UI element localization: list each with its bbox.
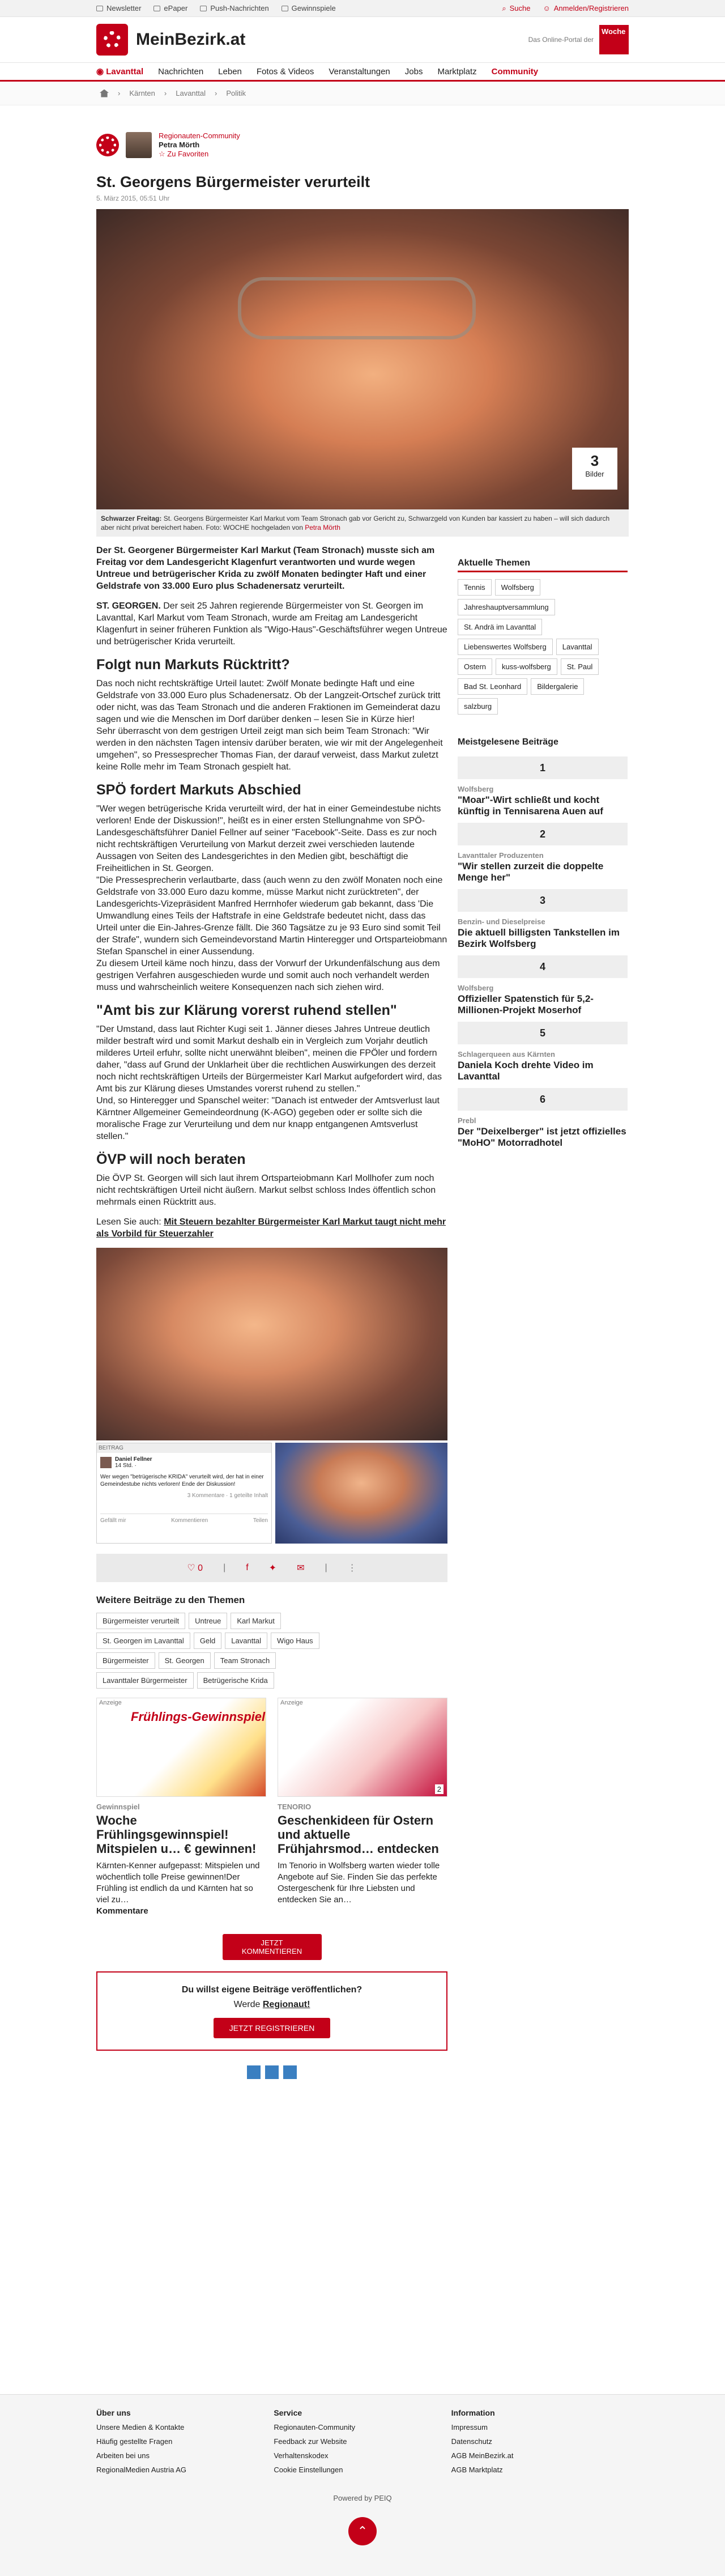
paragraph: "Die Pressesprecherin verlautbarte, dass (auch wenn zu den zwölf Monaten noch eine Geldstrafe von 33.000 Euro dazu komme, müsse Markut nicht zurücktreten", der Landesgerichts-Vizepräsident Manfred Herrnhofer wiederum gab bekannt, dass 'Die Umwandlung eines Teils der Haftstrafe in eine Geldstrafe bedeutet nicht, dass das Urteil unter die Ein-Jahres-Grenze fällt. Die 360 Tagsätze zu je 93 Euro sind somit Teil der Strafe", wundern sich Gemeindevorstand Martin Hinteregger und Ortsparteiobmann Stefan Spanschel in einer Aussendung. — [96, 875, 447, 957]
crumb-politik[interactable]: Politik — [226, 89, 246, 97]
footer-link[interactable]: Feedback zur Website — [274, 2437, 347, 2446]
most-read-item[interactable] — [458, 756, 628, 817]
epaper-link[interactable]: ePaper — [153, 4, 187, 12]
newsletter-link[interactable]: Newsletter — [96, 4, 141, 12]
item-location: Benzin- und Dieselpreise — [458, 917, 545, 926]
avatar — [100, 1457, 112, 1468]
footer-link[interactable]: Verhaltenskodex — [274, 2451, 329, 2460]
item-title: Der "Deixelberger" ist jetzt offizielles "MoHO" Motorradhotel — [458, 1126, 626, 1148]
nav-item-veranstaltungen[interactable]: Veranstaltungen — [329, 66, 390, 76]
most-read-item[interactable] — [458, 955, 628, 1016]
footer-column — [96, 2406, 274, 2477]
section-heading: Folgt nun Markuts Rücktritt? — [96, 657, 290, 673]
community-label[interactable]: Regionauten-Community — [159, 131, 240, 140]
main-nav — [0, 62, 725, 82]
gallery-image-2[interactable] — [96, 1248, 447, 1440]
rank-number: 6 — [458, 1088, 628, 1111]
item-title: Die aktuell billigsten Tankstellen im Bezirk Wolfsberg — [458, 927, 620, 949]
login-link[interactable]: ☺ Anmelden/Registrieren — [543, 4, 629, 12]
home-icon[interactable] — [100, 90, 109, 97]
topic-tag[interactable]: Lavanttal — [225, 1633, 267, 1649]
rank-number: 3 — [458, 889, 628, 912]
rank-number: 1 — [458, 756, 628, 779]
crumb-kaernten[interactable]: Kärnten — [129, 89, 155, 97]
topic-tag[interactable]: Geld — [194, 1633, 221, 1649]
header-tagline: Das Online-Portal der — [528, 36, 594, 44]
paragraph: Zu diesem Urteil käme noch hinzu, dass der Vorwurf der Urkundenfälschung aus dem gestrigen Verfahren ausgeschieden wurde und somit auch noch verhandelt werden muss und wahrscheinlich weitere Konsequenzen nach sich ziehen wird. — [96, 959, 440, 992]
paragraph: Sehr überrascht von dem gestrigen Urteil zeigt man sich beim Team Stronach: "Wir werden in den nächsten Tagen intensiv darüber beraten, wie wir mit der Angelegenheit umgehen", so Pressesprecher Thomas Fian, der darauf verweist, dass Markut zuletzt keine Rolle mehr im Team Stronach gespielt hat. — [96, 726, 443, 772]
topic-tag[interactable]: Untreue — [189, 1613, 227, 1629]
social-bar: ♡ 0 | f ✦ ✉ | ⋮ — [96, 1554, 447, 1582]
footer-column — [451, 2406, 629, 2477]
facebook-share-icon[interactable]: f — [246, 1563, 249, 1572]
article-title: St. Georgens Bürgermeister verurteilt — [96, 173, 370, 190]
paragraph: Lesen Sie auch: Mit Steuern bezahlter Bürgermeister Karl Markut taugt nicht mehr als Vorbild für Steuerzahler — [96, 1217, 446, 1239]
nav-item-fotos[interactable]: Fotos & Videos — [256, 66, 314, 76]
footer-link[interactable]: AGB MeinBezirk.at — [451, 2451, 514, 2460]
topic-tag[interactable]: St. Georgen — [159, 1652, 211, 1669]
gift-icon — [282, 6, 288, 11]
topic-tag[interactable]: Team Stronach — [214, 1652, 276, 1669]
author-block — [96, 127, 447, 163]
topic-tag[interactable]: Bürgermeister verurteilt — [96, 1613, 185, 1629]
share-icon[interactable] — [247, 2065, 261, 2079]
author-name[interactable]: Petra Mörth — [159, 141, 200, 149]
topic-tag[interactable]: Wigo Haus — [271, 1633, 319, 1649]
paragraph: "Wer wegen betrügerische Krida verurteilt wird, der hat in einer Gemeindestube nichts verloren! Ende der Diskussion!", heißt es in einer ersten Stellungnahme von SPÖ-Landesgeschäftsführer Daniel Fellner auf seiner "Facebook"-Seite. Dass es zur noch nicht rechtskräftigen Verurteilung von Markut derzeit zwei verschieden lautende Aussagen von Seiten des Landesgerichtes in den Medien gibt, beschäftigt die Freiheitlichen in St. Georgen. — [96, 804, 441, 873]
paragraph: Das noch nicht rechtskräftige Urteil lautet: Zwölf Monate bedingte Haft und eine Geldstrafe von 33.000 Euro plus Schadenersatz. Ob der Langzeit-Ortschef zurück tritt oder nicht, was das Team Stronach und die anderen Fraktionen im Gemeinderat dazu sagen und wie die Menschen im Dorf darüber denken – lesen Sie in Kürze hier! — [96, 679, 441, 724]
topic-tag[interactable]: Karl Markut — [231, 1613, 280, 1629]
footer-link[interactable]: Häufig gestellte Fragen — [96, 2437, 173, 2446]
most-read-item[interactable] — [458, 823, 628, 883]
comment-button[interactable]: JETZT KOMMENTIEREN — [223, 1934, 322, 1960]
breadcrumb: › Kärnten › Lavanttal › Politik — [0, 82, 725, 105]
article-body — [96, 545, 447, 1240]
article-lead: Der St. Georgener Bürgermeister Karl Markut (Team Stronach) musste sich am Freitag vor dem Landesgericht Klagenfurt verantworten und wurde wegen Untreue und betrügerischer Krida zu zwölf Monaten bedingter Haft und einer Geldstrafe von 33.000 Euro plus Schadenersatz verurteilt. — [96, 546, 435, 591]
share-icon[interactable] — [283, 2065, 297, 2079]
top-bar — [0, 0, 725, 17]
site-footer — [0, 2394, 725, 2576]
item-location: Schlagerqueen aus Kärnten — [458, 1050, 555, 1059]
logo-icon — [96, 24, 128, 56]
site-header — [0, 17, 725, 62]
topic-tag[interactable]: Tennis — [458, 579, 492, 596]
most-read-item[interactable] — [458, 889, 628, 950]
caption-author-link[interactable]: Petra Mörth — [305, 524, 340, 532]
rank-number: 4 — [458, 955, 628, 978]
mail-share-icon[interactable]: ✉ — [297, 1563, 305, 1573]
nav-item-jobs[interactable]: Jobs — [404, 66, 423, 76]
avatar[interactable] — [126, 132, 152, 158]
most-read-item[interactable] — [458, 1088, 628, 1149]
woche-logo[interactable]: Woche — [599, 25, 629, 54]
item-title: "Wir stellen zurzeit die doppelte Menge her" — [458, 861, 604, 883]
paragraph: Und, so Hinteregger und Spanschel weiter: "Danach ist entweder der Amtsverlust laut Kärntner Allgemeiner Gemeindeordnung (K-AGO) gegeben oder er sollte sich die moralische Frage zur Verurteilung und dem nur knapp entgangenen Amtsverlust stellen." — [96, 1096, 440, 1141]
favorite-button[interactable]: ☆ Zu Favoriten — [159, 150, 209, 158]
section-heading: ÖVP will noch beraten — [96, 1151, 246, 1167]
topic-tag[interactable]: Liebenswertes Wolfsberg — [458, 639, 553, 655]
topic-tag[interactable]: Bürgermeister — [96, 1652, 155, 1669]
nav-item-nachrichten[interactable]: Nachrichten — [158, 66, 204, 76]
crumb-lavanttal[interactable]: Lavanttal — [176, 89, 206, 97]
related-article-link[interactable]: Mit Steuern bezahlter Bürgermeister Karl Markut taugt nicht mehr als Vorbild für Steuerzahler — [96, 1217, 446, 1239]
share-icons — [96, 2065, 447, 2079]
scroll-to-top-button[interactable]: ⌃ — [348, 2517, 377, 2545]
topics-title: Aktuelle Themen — [458, 558, 628, 572]
footer-column-title: Service — [274, 2408, 302, 2417]
topic-tag[interactable]: St. Andrä im Lavanttal — [458, 619, 542, 635]
paragraph: ST. GEORGEN. Der seit 25 Jahren regierende Bürgermeister von St. Georgen im Lavanttal, Karl Markut vom Team Stronach, wurde am Freitag am Landesgericht Klagenfurt in seiner früheren Funktion als "Wigo-Haus"-Geschäftsführer wegen Untreue und betrügerischer Krida verurteilt. — [96, 601, 447, 647]
topic-tag[interactable]: Ostern — [458, 658, 492, 675]
search-icon: ⌕ — [502, 3, 506, 12]
most-read-title: Meistgelesene Beiträge — [458, 737, 558, 747]
article-date: 5. März 2015, 05:51 Uhr — [96, 194, 170, 202]
sidebar — [458, 558, 628, 1154]
footer-column — [274, 2406, 451, 2477]
topic-tag[interactable]: St. Georgen im Lavanttal — [96, 1633, 190, 1649]
teaser-image: Anzeige Frühlings-Gewinnspiel — [96, 1698, 266, 1797]
teaser-card[interactable]: Anzeige 2 TENORIO Geschenkideen für Ostern und aktuelle Frühjahrsmod… entdecken Im Tenorio in Wolfsberg warten wieder tolle Angebote auf Sie. Finden Sie das perfekte Ostergeschenk für Ihre Liebsten und entdecken Sie an… — [278, 1698, 447, 1917]
games-link[interactable]: Gewinnspiele — [282, 4, 336, 12]
topic-tag[interactable]: Bad St. Leonhard — [458, 678, 527, 695]
topic-tag[interactable]: salzburg — [458, 698, 498, 715]
most-read-item[interactable] — [458, 1022, 628, 1082]
topic-tag[interactable]: Lavanttaler Bürgermeister — [96, 1672, 194, 1689]
twitter-share-icon[interactable]: ✦ — [268, 1563, 277, 1573]
more-topics-title: Weitere Beiträge zu den Themen — [96, 1595, 245, 1605]
teaser-list — [96, 1698, 447, 1917]
gallery-count: 2 — [435, 1784, 443, 1794]
item-location: Wolfsberg — [458, 785, 494, 793]
community-logo-icon — [96, 134, 119, 156]
item-title: Offizieller Spatenstich für 5,2-Millionen-Projekt Moserhof — [458, 993, 594, 1015]
register-box: Du willst eigene Beiträge veröffentlichen? Werde Regionaut! JETZT REGISTRIEREN — [96, 1971, 447, 2051]
more-options-icon[interactable]: ⋮ — [347, 1563, 357, 1573]
nav-item-marktplatz[interactable]: Marktplatz — [437, 66, 477, 76]
mail-icon — [96, 6, 103, 11]
topic-tag[interactable]: Bildergalerie — [531, 678, 584, 695]
rank-number: 5 — [458, 1022, 628, 1044]
section-heading: SPÖ fordert Markuts Abschied — [96, 782, 301, 798]
topic-tag[interactable]: kuss-wolfsberg — [496, 658, 557, 675]
site-logo[interactable] — [96, 24, 245, 56]
item-title: "Moar"-Wirt schließt und kocht künftig in Tennisarena Auen auf — [458, 794, 603, 817]
brand-name: MeinBezirk.at — [136, 30, 246, 49]
nav-item-leben[interactable]: Leben — [218, 66, 242, 76]
search-link[interactable]: ⌕ Suche — [502, 3, 531, 12]
footer-column-title: Über uns — [96, 2408, 131, 2417]
footer-link[interactable]: Cookie Einstellungen — [274, 2466, 343, 2474]
topic-tag[interactable]: Wolfsberg — [495, 579, 540, 596]
bell-icon — [200, 6, 207, 11]
powered-by: Powered by PEIQ — [333, 2494, 392, 2502]
item-location: Prebl — [458, 1116, 476, 1125]
topic-tag[interactable]: Lavanttal — [556, 639, 599, 655]
gallery-image-3[interactable] — [275, 1443, 447, 1544]
regionaut-link[interactable]: Regionaut! — [262, 2000, 310, 2009]
footer-link[interactable]: AGB Marktplatz — [451, 2466, 503, 2474]
share-icon[interactable] — [265, 2065, 279, 2079]
rank-number: 2 — [458, 823, 628, 845]
footer-link[interactable]: RegionalMedien Austria AG — [96, 2466, 186, 2474]
footer-link[interactable]: Arbeiten bei uns — [96, 2451, 150, 2460]
user-icon: ☺ — [543, 4, 551, 12]
image-caption: Schwarzer Freitag: St. Georgens Bürgermeister Karl Markut vom Team Stronach gab vor Gericht zu, Schwarzgeld von Kunden bar kassiert zu haben – will sich dadurch aber nicht privat bereichert haben. Foto: WOCHE hochgeladen von Petra Mörth — [96, 509, 629, 537]
item-title: Daniela Koch drehte Video im Lavanttal — [458, 1060, 594, 1082]
location-selector[interactable]: ◉ Lavanttal — [96, 67, 144, 76]
topic-tag[interactable]: Betrügerische Krida — [197, 1672, 274, 1689]
hero-image[interactable] — [96, 209, 629, 509]
facebook-post-image[interactable]: BEITRAG Daniel Fellner 14 Std. · Wer wegen "betrügerische KRIDA" verurteilt wird, der hat in einer Gemeindestube nichts verloren! Ende der Diskussion! 3 Kommentare · 1 geteilte Inhalt Gefällt mir Kommentieren Teilen — [96, 1443, 272, 1544]
epaper-icon — [153, 6, 160, 11]
item-location: Lavanttaler Produzenten — [458, 851, 544, 860]
paragraph: Die ÖVP St. Georgen will sich laut ihrem Ortsparteiobmann Karl Mollhofer zum noch nicht rechtskräftigen Urteil nicht äußern. Markut selbst schloss Indes öffentlich schon mehrmals einen Rücktritt aus. — [96, 1174, 436, 1207]
topic-tag[interactable]: St. Paul — [561, 658, 599, 675]
item-location: Wolfsberg — [458, 984, 494, 992]
topic-tag[interactable]: Jahreshauptversammlung — [458, 599, 555, 615]
footer-column-title: Information — [451, 2408, 495, 2417]
footer-link[interactable]: Datenschutz — [451, 2437, 492, 2446]
section-heading: "Amt bis zur Klärung vorerst ruhend stellen" — [96, 1002, 397, 1018]
paragraph: "Der Umstand, dass laut Richter Kugi seit 1. Jänner dieses Jahres Untreue deutlich milder bestraft wird und somit Markut deshalb ein in Vergleich zum Vorjahr deutlich milderes Urteil erfuhr, sollte nicht unerwähnt bleiben", meinen die FPÖler und fordern daher, "dass auf Grund der Unklarheit über die rechtlichen Auswirkungen des derzeit noch nicht rechtskräftigen Urteils der Bürgermeister Karl Markut aufgefordert wird, das Amt bis zur Klärung dieses Umstandes vorerst ruhend zu stellen." — [96, 1025, 442, 1094]
register-button[interactable]: JETZT REGISTRIEREN — [214, 2018, 331, 2038]
teaser-card[interactable]: Anzeige Frühlings-Gewinnspiel Gewinnspiel Woche Frühlingsgewinnspiel! Mitspielen u… € gewinnen! Kärnten-Kenner aufgepasst: Mitspielen und wöchentlich tolle Preise gewinnen!Der Frühling ist endlich da und Kärnten hat so viel zu… Kommentare — [96, 1698, 266, 1917]
footer-link[interactable]: Unsere Medien & Kontakte — [96, 2423, 185, 2432]
footer-link[interactable]: Impressum — [451, 2423, 488, 2432]
like-button[interactable]: ♡ 0 — [187, 1563, 203, 1573]
nav-item-community[interactable]: Community — [491, 66, 539, 76]
gallery-count[interactable]: 3 Bilder — [572, 448, 617, 490]
glasses-shape — [238, 277, 476, 339]
push-link[interactable]: Push-Nachrichten — [200, 4, 268, 12]
more-topics — [96, 1595, 447, 1689]
footer-link[interactable]: Regionauten-Community — [274, 2423, 356, 2432]
teaser-image: Anzeige 2 — [278, 1698, 447, 1797]
